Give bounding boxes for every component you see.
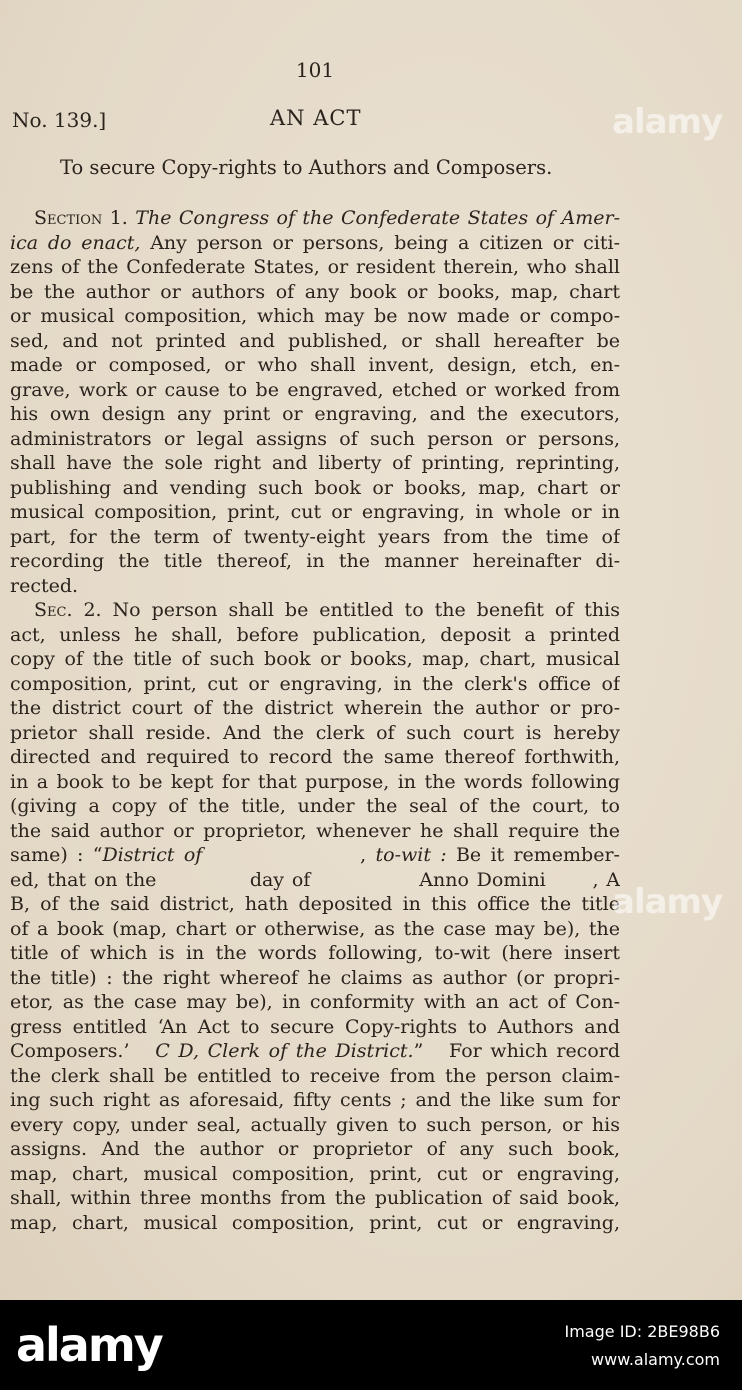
text-line: etor, as the case may be), in conformity with an act of Con- xyxy=(10,991,620,1013)
section-label: Section 1. xyxy=(34,207,128,229)
text-line: ica do enact, Any person or persons, being a citizen or citi- xyxy=(10,231,620,254)
watermark-logo: alamy xyxy=(612,882,723,922)
text-line: same) : “District of , to-wit : Be it remember- xyxy=(10,844,620,866)
text-line: made or composed, or who shall invent, design, etch, en- xyxy=(10,354,620,376)
text-line: administrators or legal assigns of such person or persons, xyxy=(10,427,620,450)
act-heading: AN ACT xyxy=(270,106,362,130)
text-line: part, for the term of twenty-eight years from the time of xyxy=(10,525,620,548)
text-line: B, of the said district, hath deposited in this office the title xyxy=(10,893,620,915)
section-label: Sec. 2. xyxy=(34,599,102,621)
act-body xyxy=(10,206,620,1235)
text-line: recording the title thereof, in the manner hereinafter di- xyxy=(10,550,620,572)
text-line: publishing and vending such book or books, map, chart or xyxy=(10,476,620,499)
text-line: the district court of the district wherein the author or pro- xyxy=(10,697,620,719)
text-line: zens of the Confederate States, or resident therein, who shall xyxy=(10,256,620,278)
text-line: in a book to be kept for that purpose, in the words following xyxy=(10,770,620,793)
text-line: Composers.’ C D, Clerk of the District.” For which record xyxy=(10,1040,620,1062)
text-line: grave, work or cause to be engraved, etched or worked from xyxy=(10,378,620,401)
text-line: directed and required to record the same thereof forthwith, xyxy=(10,746,620,768)
text-line: the said author or proprietor, whenever he shall require the xyxy=(10,819,620,842)
text-line: Sec. 2. No person shall be entitled to the benefit of this xyxy=(34,599,620,621)
watermark-logo: alamy xyxy=(612,102,723,142)
alamy-logo: alamy xyxy=(16,1318,162,1372)
text-line: ed, that on the day of Anno Domini , A xyxy=(10,868,620,891)
text-line: ing such right as aforesaid, fifty cents ; and the like sum for xyxy=(10,1089,620,1111)
text-line: shall have the sole right and liberty of printing, reprinting, xyxy=(10,452,620,474)
act-subtitle: To secure Copy-rights to Authors and Composers. xyxy=(60,156,553,179)
text-line: the title) : the right whereof he claims as author (or propri- xyxy=(10,966,620,989)
text-line: gress entitled ‘An Act to secure Copy-rights to Authors and xyxy=(10,1015,620,1038)
text-line: copy of the title of such book or books, map, chart, musical xyxy=(10,648,620,670)
text-line: (giving a copy of the title, under the seal of the court, to xyxy=(10,795,620,817)
text-line: sed, and not printed and published, or shall hereafter be xyxy=(10,329,620,352)
text-line: shall, within three months from the publication of said book, xyxy=(10,1187,620,1209)
text-line: rected. xyxy=(10,574,79,597)
stock-footer-bar xyxy=(0,1300,742,1390)
site-url-label: www.alamy.com xyxy=(591,1350,720,1369)
page-number: 101 xyxy=(295,58,335,82)
text-line: the clerk shall be entitled to receive from the person claim- xyxy=(10,1064,620,1087)
text-line: prietor shall reside. And the clerk of such court is hereby xyxy=(10,721,620,744)
text-line: his own design any print or engraving, and the executors, xyxy=(10,403,620,425)
text-line: musical composition, print, cut or engraving, in whole or in xyxy=(10,501,620,523)
image-id-label: Image ID: 2BE98B6 xyxy=(564,1322,720,1341)
text-line: of a book (map, chart or otherwise, as the case may be), the xyxy=(10,917,620,940)
text-line: assigns. And the author or proprietor of any such book, xyxy=(10,1138,620,1160)
text-line: map, chart, musical composition, print, cut or engraving, xyxy=(10,1162,620,1185)
act-number: No. 139.] xyxy=(12,108,107,132)
text-line: title of which is in the words following, to-wit (here insert xyxy=(10,942,620,964)
text-line: every copy, under seal, actually given to such person, or his xyxy=(10,1113,620,1136)
text-line: composition, print, cut or engraving, in the clerk's office of xyxy=(10,672,620,695)
text-line: Section 1. The Congress of the Confederate States of Amer- xyxy=(34,207,620,229)
text-line: map, chart, musical composition, print, cut or engraving, xyxy=(10,1211,620,1234)
text-line: act, unless he shall, before publication, deposit a printed xyxy=(10,623,620,646)
text-line: or musical composition, which may be now made or compo- xyxy=(10,305,620,327)
text-line: be the author or authors of any book or books, map, chart xyxy=(10,280,620,303)
